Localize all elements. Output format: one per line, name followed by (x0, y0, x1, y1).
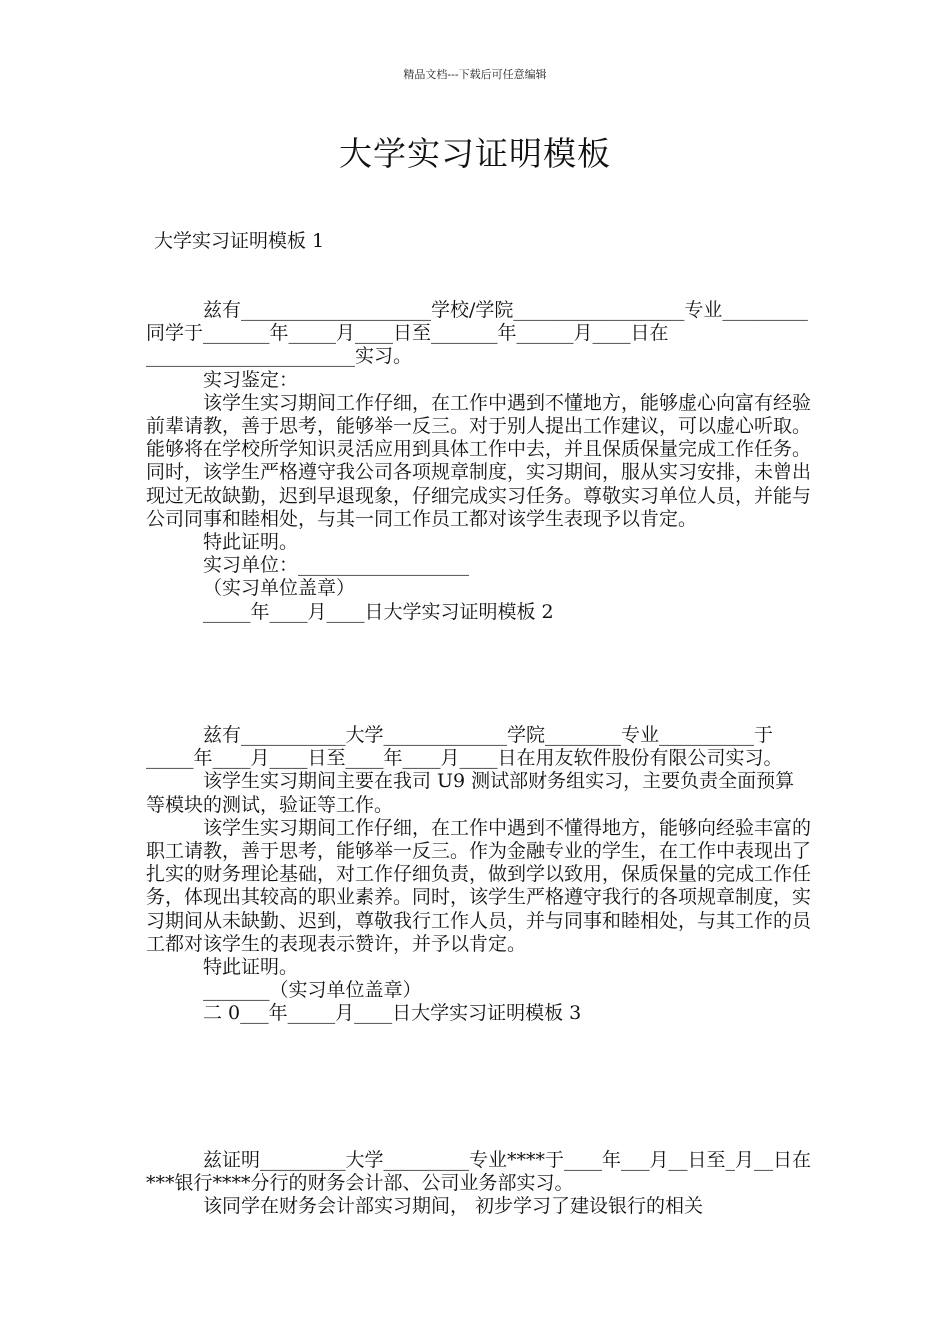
page-header: 精品文档---下载后可任意编辑 (403, 68, 547, 81)
section-2-certify: 特此证明。 (203, 956, 299, 979)
section-2-date: 二 0___年_____月____日大学实习证明模板 3 (203, 1002, 582, 1025)
section-1-body (146, 299, 811, 624)
section-1-appraisal-label: 实习鉴定： (203, 368, 299, 391)
section-1-date: _____年____月____日大学实习证明模板 2 (203, 600, 554, 623)
section-1-certify: 特此证明。 (203, 531, 299, 554)
section-1-appraisal: 该学生实习期间工作仔细，在工作中遇到不懂地方，能够虚心向富有经验前辈请教，善于思考，能够举一反三。对于别人提出工作建议，可以虚心听取。能够将在学校所学知识灵活应用到具体工作中去，并且保质保量完成工作任务。同时，该学生严格遵守我公司各项规章制度，实习期间，服从实习安排，未曾出现过无故缺勤，迟到早退现象，仔细完成实习任务。尊敬实习单位人员，并能与公司同事和睦相处，与其一同工作员工都对该学生表现予以肯定。 (146, 391, 812, 530)
section-1-intro: 兹有____________________学校/学院__________________专业_________同学于_______年_____月____日至_______年______月____日在______________________实习。 (146, 299, 808, 368)
section-3-intro: 兹证明_________大学_________专业****于____年___月__日至_月__日在***银行****分行的财务会计部、公司业务部实习。 (146, 1149, 812, 1195)
section-2-appraisal: 该学生实习期间工作仔细，在工作中遇到不懂得地方，能够向经验丰富的职工请教，善于思考，能够举一反三。作为金融专业的学生，在工作中表现出了扎实的财务理论基础，对工作仔细负责，做到学以致用，保质保量的完成工作任务，体现出其较高的职业素养。同时，该学生严格遵守我行的各项规章制度，实习期间从未缺勤、迟到，尊敬我行工作人员，并与同事和睦相处，与其工作的员工都对该学生的表现表示赞许，并予以肯定。 (146, 816, 812, 955)
section-2-body (146, 724, 811, 1026)
section-1-seal: （实习单位盖章） (203, 577, 356, 600)
section-3-text: 该同学在财务会计部实习期间， 初步学习了建设银行的相关 (203, 1195, 704, 1218)
section-2-seal: _______（实习单位盖章） (203, 979, 422, 1002)
section-1-heading: 大学实习证明模板 1 (154, 230, 325, 252)
document-title: 大学实习证明模板 (339, 134, 611, 173)
section-1-unit: 实习单位：__________________ (203, 554, 470, 577)
section-2-intro: 兹有___________大学_____________学院________专业__________于_____年____月____日至____年____月____日在用友软件股份有限公司实习。 (146, 724, 783, 770)
section-2-duties: 该学生实习期间主要在我司 U9 测试部财务组实习，主要负责全面预算等模块的测试，验证等工作。 (146, 770, 795, 816)
section-3-body (146, 1149, 811, 1219)
